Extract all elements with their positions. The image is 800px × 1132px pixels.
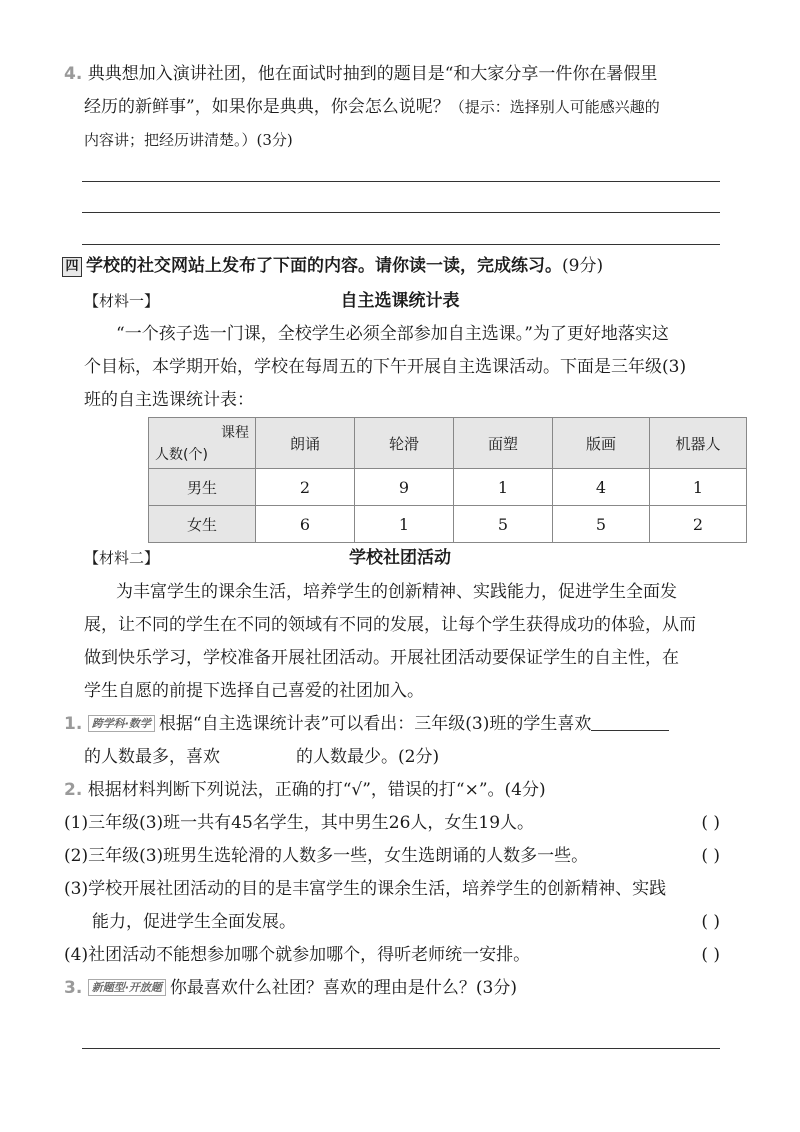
section-title: 学校的社交网站上发布了下面的内容。请你读一读，完成练习。 bbox=[86, 256, 562, 276]
q2-item: (2)三年级(3)班男生选轮滑的人数多一些，女生选朗诵的人数多一些。 bbox=[64, 846, 589, 866]
q4-line3: 内容讲；把经历讲清楚。）(3分) bbox=[84, 131, 293, 149]
table-row bbox=[149, 506, 747, 543]
table-column-header: 朗诵 bbox=[256, 418, 355, 469]
table-cell: 6 bbox=[256, 506, 355, 543]
section-points: (9分) bbox=[562, 256, 604, 276]
table-cell: 2 bbox=[650, 506, 747, 543]
table-row bbox=[149, 469, 747, 506]
table-column-header: 机器人 bbox=[650, 418, 747, 469]
material2-paragraph: 展，让不同的学生在不同的领域有不同的发展，让每个学生获得成功的体验，从而 bbox=[84, 615, 696, 635]
table-cell: 1 bbox=[650, 469, 747, 506]
table-cell: 2 bbox=[256, 469, 355, 506]
answer-line[interactable] bbox=[82, 212, 720, 213]
question-number: 2. bbox=[64, 780, 83, 800]
q1-line1: 1. 跨学科·数学 根据“自主选课统计表”可以看出：三年级(3)班的学生喜欢 bbox=[64, 712, 669, 736]
table-corner-cell bbox=[149, 418, 256, 469]
table-cell: 1 bbox=[355, 506, 454, 543]
material1-paragraph: 个目标，本学期开始，学校在每周五的下午开展自主选课活动。下面是三年级(3) bbox=[84, 357, 687, 377]
q4-hint: （提示：选择别人可能感兴趣的 bbox=[449, 98, 660, 116]
q4-line2: 经历的新鲜事”，如果你是典典，你会怎么说呢？（提示：选择别人可能感兴趣的 bbox=[84, 97, 660, 117]
answer-blank[interactable] bbox=[591, 712, 669, 731]
question-number: 1. bbox=[64, 714, 83, 734]
material1-title: 自主选课统计表 bbox=[340, 291, 460, 311]
table-cell: 9 bbox=[355, 469, 454, 506]
q3-line: 3. 新题型·开放题 你最喜欢什么社团？喜欢的理由是什么？(3分) bbox=[64, 978, 517, 998]
table-column-header: 版画 bbox=[553, 418, 650, 469]
question-number: 3. bbox=[64, 978, 83, 998]
material2-paragraph: 学生自愿的前提下选择自己喜爱的社团加入。 bbox=[84, 681, 424, 701]
q2-item: (3)学校开展社团活动的目的是丰富学生的课余生活，培养学生的创新精神、实践 bbox=[64, 879, 667, 899]
q2-item: 能力，促进学生全面发展。 bbox=[92, 912, 296, 932]
q4-line1: 4. 典典想加入演讲社团，他在面试时抽到的题目是“和大家分享一件你在暑假里 bbox=[64, 64, 658, 84]
table-cell: 5 bbox=[454, 506, 553, 543]
q1-line2: 的人数最多，喜欢 的人数最少。(2分) bbox=[84, 747, 440, 767]
q2-item: (1)三年级(3)班一共有45名学生，其中男生26人，女生19人。 bbox=[64, 813, 535, 833]
q2-stem: 2. 根据材料判断下列说法，正确的打“√”，错误的打“×”。(4分) bbox=[64, 780, 546, 800]
table-column-header: 轮滑 bbox=[355, 418, 454, 469]
cross-subject-tag: 跨学科·数学 bbox=[88, 715, 155, 732]
corner-label-courses: 课程 bbox=[221, 425, 249, 441]
material1-paragraph: 班的自主选课统计表： bbox=[84, 390, 254, 410]
judgement-bracket[interactable]: ( ) bbox=[701, 912, 720, 932]
material1-label: 【材料一】 bbox=[84, 292, 160, 310]
q2-item: (4)社团活动不能想参加哪个就参加哪个，得听老师统一安排。 bbox=[64, 945, 531, 965]
material2-label: 【材料二】 bbox=[84, 549, 160, 567]
material1-paragraph: “一个孩子选一门课，全校学生必须全部参加自主选课。”为了更好地落实这 bbox=[116, 324, 669, 344]
material2-paragraph: 为丰富学生的课余生活，培养学生的创新精神、实践能力，促进学生全面发 bbox=[116, 582, 677, 602]
new-question-type-tag: 新题型·开放题 bbox=[88, 979, 166, 996]
judgement-bracket[interactable]: ( ) bbox=[701, 945, 720, 965]
answer-line[interactable] bbox=[82, 1048, 720, 1049]
table-cell: 4 bbox=[553, 469, 650, 506]
answer-line[interactable] bbox=[82, 244, 720, 245]
table-cell: 5 bbox=[553, 506, 650, 543]
table-cell: 1 bbox=[454, 469, 553, 506]
judgement-bracket[interactable]: ( ) bbox=[701, 813, 720, 833]
course-stats-table bbox=[148, 417, 747, 543]
material2-paragraph: 做到快乐学习，学校准备开展社团活动。开展社团活动要保证学生的自主性，在 bbox=[84, 648, 679, 668]
material2-title: 学校社团活动 bbox=[349, 548, 451, 568]
section-badge: 四 bbox=[62, 257, 82, 277]
question-number: 4. bbox=[64, 64, 83, 84]
answer-blank[interactable] bbox=[220, 745, 296, 764]
table-header-row bbox=[149, 418, 747, 469]
table-row-header: 女生 bbox=[149, 506, 256, 543]
table-column-header: 面塑 bbox=[454, 418, 553, 469]
corner-label-count: 人数(个) bbox=[155, 447, 208, 463]
judgement-bracket[interactable]: ( ) bbox=[701, 846, 720, 866]
answer-line[interactable] bbox=[82, 181, 720, 182]
table-row-header: 男生 bbox=[149, 469, 256, 506]
section-heading bbox=[62, 254, 603, 278]
